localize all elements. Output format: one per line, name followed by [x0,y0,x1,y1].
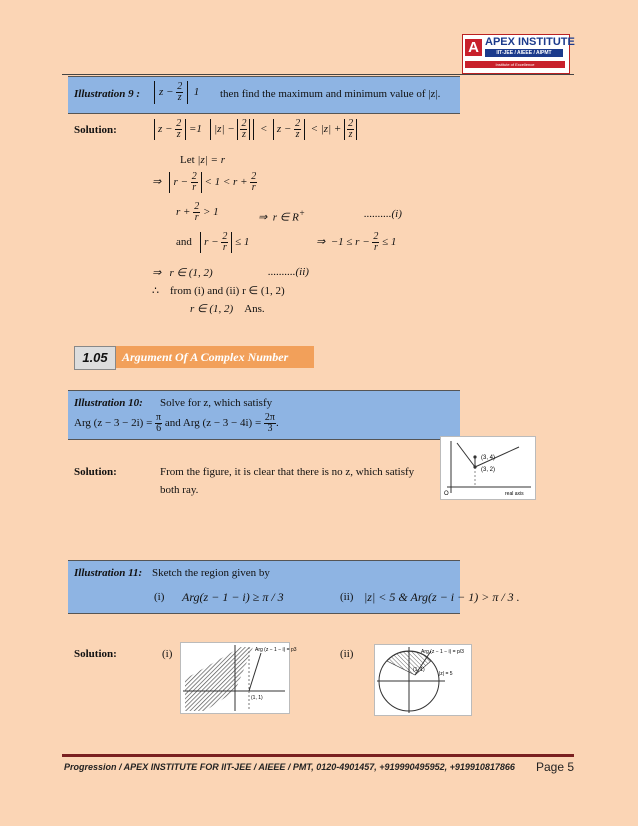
illustration-11-label: Illustration 11: [74,567,143,579]
illustration-11-eq-i: Arg(z − 1 − i) ≥ π / 3 [182,590,284,604]
illustration-11-eq-ii: |z| < 5 & Arg(z − i − 1) > π / 3 . [364,590,520,604]
header-rule [62,74,574,75]
solution-9-line-5: ⇒ r ∈ (1, 2) [152,267,213,279]
figure-11-ii-label: Arg (z − 1 − i) = p/3 [421,649,464,655]
solution-11-label: Solution: [74,648,117,660]
solution-9-line-3-result: ⇒ r ∈ R+ [258,208,305,224]
solution-9 [68,116,468,326]
logo-tagline: Institute of Excellence [465,61,565,68]
figure-10-point-1: (3, 4) [481,455,496,461]
solution-9-let: Let |z| = r [180,154,225,166]
illustration-9-box [68,76,460,114]
illustration-9-text: then find the maximum and minimum value of |z|. [220,88,441,100]
figure-10-axis-label: real axis [505,491,524,497]
solution-9-line-2: ⇒ r − $\frac{2}{r}$ < 1 < r + $\frac{2}{r}$ [152,171,257,193]
illustration-9-label: Illustration 9 : [74,88,141,100]
figure-11-ii [374,644,472,716]
logo-brand: APEX INSTITUTE [485,36,575,48]
solution-11-part-ii: (ii) [340,648,354,660]
solution-9-line-7: r ∈ (1, 2) Ans. [190,303,265,315]
footer-rule [62,754,574,757]
solution-9-line-4: and r − $\frac{2}{r}$ ≤ 1 [176,231,250,253]
solution-10-label: Solution: [74,466,117,478]
solution-9-label: Solution: [74,124,117,136]
logo-mark: A [465,39,482,56]
solution-9-tag-ii: ..........(ii) [268,266,309,278]
footer-text: Progression / APEX INSTITUTE FOR IIT-JEE / AIEEE / PMT, 0120-4901457, +919990495952, +919910817866 [64,762,515,772]
solution-10-line-1: From the figure, it is clear that there is no z, which satisfy [160,466,415,478]
solution-9-line-1: z − $\frac{2}{z}$ =1 |z| − $\frac{2}{z}$ < z − $\frac{2}{z}$ < |z| + $\frac{2}{z}$ [154,119,357,140]
figure-11-ii-point: (1, 1) [413,667,425,673]
illustration-11-part-ii: (ii) [340,591,354,603]
figure-11-i-label: Arg (z − 1 − i) = p3 [255,647,297,653]
figure-10-origin: O [444,491,449,497]
figure-11-ii-svg [375,645,471,715]
figure-10-svg [441,437,535,499]
illustration-9-expr: z − $\frac{2}{z}$ 1 [154,81,199,104]
illustration-10-equation: Arg (z − 3 − 2i) = $\frac{\pi}{6}$ and Arg (z − 3 − 4i) = $\frac{2\pi}{3}$ . [74,412,279,434]
figure-11-i-point: (1, 1) [251,695,263,701]
illustration-11-part-i: (i) [154,591,165,603]
illustration-10-box [68,390,460,440]
solution-9-line-3: r + $\frac{2}{r}$ > 1 [176,201,219,223]
solution-9-line-6: ∴ from (i) and (ii) r ∈ (1, 2) [152,285,285,297]
illustration-11-box [68,560,520,614]
figure-11-ii-radius: |z| = 5 [439,671,453,677]
illustration-10-text: Solve for z, which satisfy [160,397,273,409]
solution-10-line-2: both ray. [160,484,199,496]
illustration-10-label: Illustration 10: [74,397,143,409]
figure-11-i [180,642,297,714]
apex-logo [462,34,575,74]
page-number: Page 5 [536,760,575,774]
figure-11-i-svg [181,643,297,713]
solution-9-tag-i: ..........(i) [364,208,402,220]
figure-10-point-2: (3, 2) [481,467,496,473]
solution-9-line-4-result: ⇒ −1 ≤ r − $\frac{2}{r}$ ≤ 1 [316,231,397,253]
section-title: Argument Of A Complex Number [116,346,314,368]
logo-subtitle: IIT-JEE / AIEEE / AIPMT [485,49,563,57]
solution-11-part-i: (i) [162,648,173,660]
figure-10 [440,436,536,500]
section-number: 1.05 [74,346,116,370]
illustration-11-text: Sketch the region given by [152,567,270,579]
